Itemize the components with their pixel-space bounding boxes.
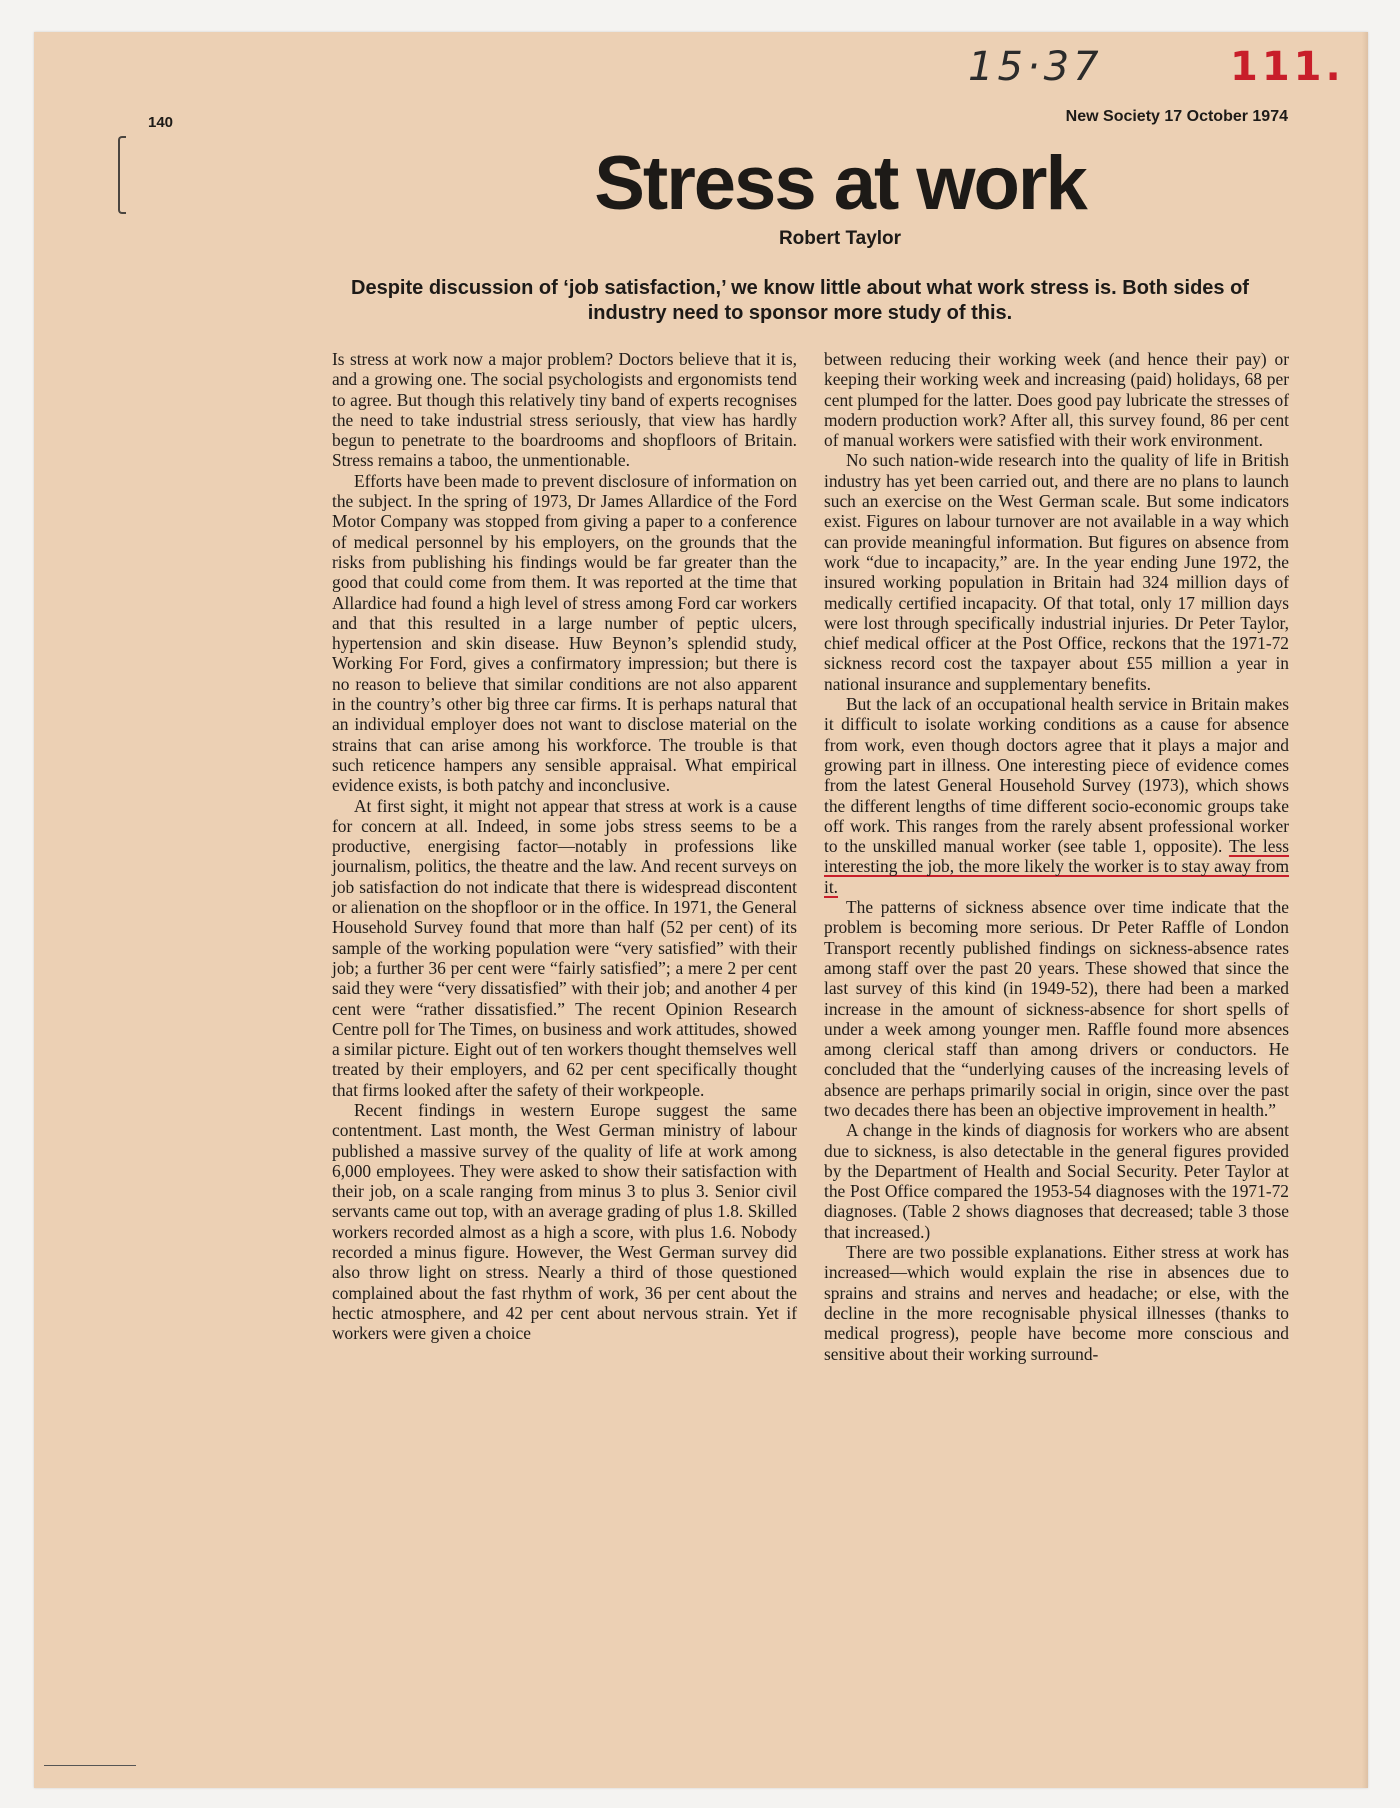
paragraph-text: But the lack of an occupational health service in Britain makes it difficult to isolate working conditions as a cause for absence from work, even though doctors agree that it plays a major and growing part in illness. One interesting piece of evidence comes from the latest General Household Survey (1973), which shows the different lengths of time different socio-economic groups take off work. This ranges from the rarely absent professional worker to the unskilled manual worker (see table 1, opposite).	[824, 694, 1289, 857]
scan-edge-mark	[44, 1765, 136, 1766]
right-column	[824, 349, 1289, 1364]
paragraph: Recent findings in western Europe suggest the same contentment. Last month, the West German ministry of labour published a massive survey of the quality of life at work among 6,000 employees. They were asked to show their satisfaction with their job, on a scale ranging from minus 3 to plus 3. Senior civil servants came out top, with an average grading of plus 1.8. Skilled workers recorded almost as a high a score, with plus 1.6. Nobody recorded a minus figure. However, the West German survey did also throw light on stress. Nearly a third of those questioned complained about the fast rhythm of work, 36 per cent about the hectic atmosphere, and 42 per cent about nervous strain. Yet if workers were given a choice	[332, 1099, 797, 1344]
paragraph: between reducing their working week (and hence their pay) or keeping their working week and increasing (paid) holidays, 68 per cent plumped for the latter. Does good pay lubricate the stresses of modern production work? After all, this survey found, 86 per cent of manual workers were satisfied with their work environment.	[824, 349, 1289, 451]
paragraph-with-underline	[824, 694, 1289, 897]
handwritten-number: 15·37	[968, 44, 1103, 90]
page-number: 140	[148, 114, 174, 131]
paragraph: There are two possible explanations. Either stress at work has increased—which would explain the rise in absences due to sprains and strains and nerves and headache; or else, with the decline in the more recognisable physical illnesses (thanks to medical progress), people have become more conscious and sensitive about their working surround-	[824, 1242, 1289, 1364]
paragraph: The patterns of sickness absence over time indicate that the problem is becoming more serious. Dr Peter Raffle of London Transport recently published findings on sickness-absence rates among staff over the past 20 years. These showed that since the last survey of this kind (in 1949-52), there had been a marked increase in the amount of sickness-absence for short spells of under a week among younger men. Raffle found more absences among clerical staff than among drivers or conductors. He concluded that the “underlying causes of the increasing levels of absence are perhaps primarily social in origin, since over the past two decades there has been an objective improvement in health.”	[824, 897, 1289, 1120]
paragraph: Efforts have been made to prevent disclosure of information on the subject. In the spring of 1973, Dr James Allardice of the Ford Motor Company was stopped from giving a paper to a conference of medical personnel by his employers, on the grounds that the risks from publishing his findings would be far greater than the good that could come from them. It was reported at the time that Allardice had found a high level of stress among Ford car workers and that this resulted in a large number of peptic ulcers, hypertension and skin disease. Huw Beynon’s splendid study, Working For Ford, gives a confirmatory impression; but there is no reason to believe that similar conditions are not also apparent in the country’s other big three car firms. It is perhaps natural that an individual employer does not want to disclose material on the strains that can arise among his workforce. The trouble is that such reticence hampers any sensible appraisal. What empirical evidence exists, is both patchy and inconclusive.	[332, 470, 797, 796]
red-underlined-sentence: The less interesting the job, the more likely the worker is to stay away from it.	[824, 836, 1289, 897]
article-title: Stress at work	[594, 141, 1086, 226]
paragraph: A change in the kinds of diagnosis for workers who are absent due to sickness, is also detectable in the general figures provided by the Department of Health and Social Security. Peter Taylor at the Post Office compared the 1953-54 diagnoses with the 1971-72 diagnoses. (Table 2 shows diagnoses that decreased; table 3 those that increased.)	[824, 1120, 1289, 1242]
paragraph: No such nation-wide research into the quality of life in British industry has yet been carried out, and there are no plans to launch such an exercise on the West German scale. But some indicators exist. Figures on labour turnover are not available in a way which can provide meaningful information. But figures on absence from work “due to incapacity,” are. In the year ending June 1972, the insured working population in Britain had 324 million days of medically certified incapacity. Of that total, only 17 million days were lost through specifically industrial injuries. Dr Peter Taylor, chief medical officer at the Post Office, reckons that the 1971-72 sickness record cost the taxpayer about £55 million a year in national insurance and supplementary benefits.	[824, 450, 1289, 694]
article-standfirst: Despite discussion of ‘job satisfaction,’ we know little about what work stress is. Both sides of industry need to sponsor more study of this.	[351, 277, 1249, 324]
publication-line: New Society 17 October 1974	[1065, 108, 1288, 125]
paragraph: Is stress at work now a major problem? Doctors believe that it is, and a growing one. The social psychologists and ergonomists tend to agree. But though this relatively tiny band of experts recognises the need to take industrial stress seriously, that view has hardly begun to penetrate to the boardrooms and shopfloors of Britain. Stress remains a taboo, the unmentionable.	[332, 349, 797, 471]
left-column	[332, 349, 797, 1344]
paragraph: At first sight, it might not appear that stress at work is a cause for concern at all. Indeed, in some jobs stress seems to be a productive, energising factor—notably in professions like journalism, politics, the theatre and the law. And recent surveys on job satisfaction do not indicate that there is widespread discontent or alienation on the shopfloor or in the office. In 1971, the General Household Survey found that more than half (52 per cent) of its sample of the working population were “very satisfied” with their job; a further 36 per cent were “fairly satisfied”; a mere 2 per cent said they were “very dissatisfied” with their job; and another 4 per cent were “rather dissatisfied.” The recent Opinion Research Centre poll for The Times, on business and work attitudes, showed a similar picture. Eight out of ten workers thought themselves well treated by their employers, and 62 per cent specifically thought that firms looked after the safety of their workpeople.	[332, 795, 797, 1100]
handwritten-red-mark: 111.	[1230, 44, 1345, 90]
article-author: Robert Taylor	[778, 228, 902, 249]
